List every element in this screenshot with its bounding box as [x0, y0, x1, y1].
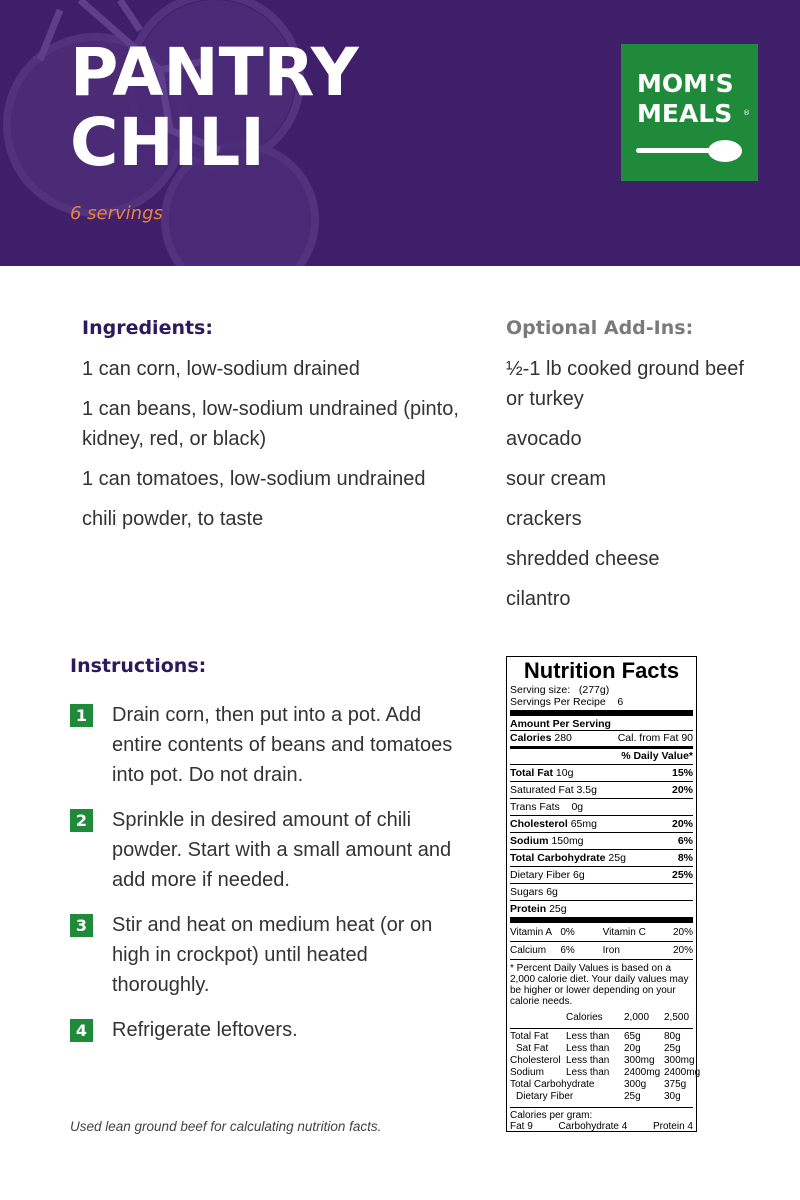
protein-row — [510, 901, 693, 917]
calcium-label: Calcium — [510, 945, 547, 956]
daily-value-footnote: * Percent Daily Values is based on a 2,000 calorie diet. Your daily values may be higher or lower depending on your calorie needs. — [510, 963, 689, 1007]
protein-label: Protein — [510, 903, 547, 915]
dv-table-cell: Less than — [566, 1067, 610, 1078]
step-number-badge: 4 — [70, 1019, 93, 1042]
fiber-value: 6g — [573, 869, 585, 881]
sodium-label: Sodium — [510, 835, 549, 847]
carb-dv: 8% — [677, 852, 693, 864]
ingredient-item: 1 can beans, low-sodium undrained (pinto, kidney, red, or black) — [82, 398, 459, 450]
ingredients-list — [82, 354, 472, 544]
daily-value-header: % Daily Value* — [621, 750, 693, 762]
sodium-dv: 6% — [677, 835, 693, 847]
add-in-item: avocado — [506, 428, 582, 450]
step-text: Stir and heat on medium heat (or on high in crockpot) until heated thoroughly. — [112, 914, 433, 996]
add-in-item: shredded cheese — [506, 548, 660, 570]
dv-table-cell: Total Carbohydrate — [510, 1079, 595, 1090]
dv-table-cell: Dietary Fiber — [516, 1091, 574, 1102]
ingredient-item: chili powder, to taste — [82, 508, 264, 530]
servings-per-recipe-label: Servings Per Recipe — [510, 696, 606, 708]
serving-size-label: Serving size: — [510, 684, 571, 696]
ingredient-item: 1 can tomatoes, low-sodium undrained — [82, 468, 426, 490]
dv-table-cell: 300g — [624, 1079, 647, 1090]
protein-value: 25g — [549, 903, 567, 915]
instruction-step — [70, 700, 470, 790]
calcium-value: 6% — [560, 945, 575, 956]
dv-table-cell: 25g — [664, 1043, 681, 1054]
dv-table-cell: Less than — [566, 1031, 610, 1042]
iron-value: 20% — [672, 945, 693, 956]
add-in-item: sour cream — [506, 468, 607, 490]
divider-thick — [510, 917, 693, 923]
vitamin-row — [510, 925, 693, 942]
step-number-badge: 2 — [70, 809, 93, 832]
optional-add-ins-heading: Optional Add-Ins: — [506, 317, 694, 339]
trans-fat-value: 0g — [571, 801, 584, 813]
dv-table-header-cell: 2,500 — [664, 1012, 690, 1023]
dietary-fiber-row — [510, 867, 693, 884]
amount-per-serving: Amount Per Serving — [510, 718, 611, 730]
moms-meals-logo — [621, 44, 758, 181]
trans-fat-label: Trans Fats — [510, 801, 560, 813]
dv-table-cell: Sat Fat — [516, 1043, 549, 1054]
sugars-row — [510, 884, 693, 901]
sugars-label: Sugars — [510, 886, 544, 898]
page-title — [70, 34, 359, 181]
spoon-icon — [636, 138, 744, 166]
dv-table-header — [510, 1007, 693, 1028]
dv-table-cell: Total Fat — [510, 1031, 549, 1042]
sodium-value: 150mg — [551, 835, 584, 847]
dv-table-cell: 65g — [624, 1031, 641, 1042]
cholesterol-value: 65mg — [570, 818, 597, 830]
logo-text-line-1: MOM'S — [637, 69, 734, 98]
title-line-2: CHILI — [70, 104, 265, 181]
fiber-label: Dietary Fiber — [510, 869, 571, 881]
fiber-dv: 25% — [671, 869, 693, 881]
cholesterol-row — [510, 816, 693, 833]
fat-per-gram: Fat 9 — [510, 1121, 533, 1132]
logo-text-line-2: MEALS — [637, 99, 733, 128]
total-fat-label: Total Fat — [510, 767, 553, 779]
header-banner — [0, 0, 800, 266]
total-fat-row — [510, 764, 693, 782]
footnote-note: Used lean ground beef for calculating nutrition facts. — [70, 1119, 382, 1134]
dv-table-cell: 25g — [624, 1091, 641, 1102]
cal-from-fat-label: Cal. from Fat — [617, 732, 679, 744]
mineral-row — [510, 942, 693, 960]
instructions-list — [70, 700, 470, 1060]
dv-table-cell: 30g — [664, 1091, 681, 1102]
total-fat-dv: 15% — [671, 767, 693, 779]
calories-value: 280 — [554, 732, 572, 744]
dv-table — [510, 1029, 701, 1103]
add-in-item: ½-1 lb cooked ground beef or turkey — [506, 358, 744, 410]
sat-fat-dv: 20% — [671, 784, 693, 796]
registered-mark: ® — [743, 109, 750, 117]
instruction-step — [70, 910, 470, 1000]
step-number-badge: 3 — [70, 914, 93, 937]
cholesterol-dv: 20% — [671, 818, 693, 830]
add-in-item: crackers — [506, 508, 582, 530]
dv-table-cell: Less than — [566, 1043, 610, 1054]
iron-label: Iron — [602, 945, 620, 956]
total-carbohydrate-row — [510, 850, 693, 867]
calories-label: Calories — [510, 732, 552, 744]
vitamin-a-value: 0% — [560, 927, 575, 938]
servings-per-recipe-row — [510, 696, 693, 708]
nutrition-facts-title: Nutrition Facts — [523, 658, 680, 683]
divider-medium — [510, 746, 693, 749]
ingredients-heading: Ingredients: — [82, 317, 213, 339]
carb-per-gram: Carbohydrate 4 — [558, 1121, 628, 1132]
add-in-item: cilantro — [506, 588, 571, 610]
nutrition-facts-label — [506, 656, 701, 1132]
calories-per-gram-row — [510, 1121, 693, 1132]
dv-table-cell: 80g — [664, 1031, 681, 1042]
dv-table-cell: 300mg — [624, 1055, 655, 1066]
ingredient-item: 1 can corn, low-sodium drained — [82, 358, 360, 380]
sat-fat-value: 3.5g — [576, 784, 597, 796]
step-text: Sprinkle in desired amount of chili powder. Start with a small amount and add more if needed. — [112, 809, 452, 891]
step-text: Drain corn, then put into a pot. Add entire contents of beans and tomatoes into pot. Do not drain. — [112, 704, 453, 786]
dv-table-cell: 300mg — [664, 1055, 695, 1066]
dv-table-cell: Less than — [566, 1055, 610, 1066]
sodium-row — [510, 833, 693, 850]
dv-table-cell: 2400mg — [624, 1067, 661, 1078]
trans-fat-row — [510, 799, 693, 816]
step-text: Refrigerate leftovers. — [112, 1019, 298, 1041]
divider-thick — [510, 710, 693, 716]
calories-per-gram-label: Calories per gram: — [510, 1110, 593, 1121]
carb-label: Total Carbohydrate — [510, 852, 606, 864]
dv-table-cell: Cholesterol — [510, 1055, 561, 1066]
instruction-step — [70, 805, 470, 895]
cholesterol-label: Cholesterol — [510, 818, 568, 830]
servings-text: 6 servings — [70, 203, 163, 224]
calories-row — [510, 731, 693, 745]
instructions-heading: Instructions: — [70, 655, 207, 677]
dv-table-cell: 375g — [664, 1079, 687, 1090]
total-fat-value: 10g — [555, 767, 574, 779]
dv-table-cell: Sodium — [510, 1067, 544, 1078]
vitamin-c-label: Vitamin C — [602, 927, 646, 938]
dv-table-header-cell: 2,000 — [624, 1012, 650, 1023]
serving-size-value: (277g) — [578, 684, 610, 696]
dv-table-cell: 20g — [624, 1043, 641, 1054]
sugars-value: 6g — [546, 886, 558, 898]
dv-table-header-cell: Calories — [566, 1012, 603, 1023]
serving-size-row — [510, 684, 693, 696]
dv-table-header-cell — [510, 1012, 566, 1024]
vitamin-a-label: Vitamin A — [510, 927, 553, 938]
instruction-step — [70, 1015, 470, 1045]
step-number-badge: 1 — [70, 704, 93, 727]
cal-from-fat-value: 90 — [681, 732, 693, 744]
optional-add-ins-list — [506, 354, 766, 624]
saturated-fat-row — [510, 782, 693, 799]
carb-value: 25g — [608, 852, 626, 864]
vitamin-c-value: 20% — [672, 927, 693, 938]
title-line-1: PANTRY — [70, 34, 359, 111]
protein-per-gram: Protein 4 — [652, 1121, 693, 1132]
servings-per-recipe-value: 6 — [617, 696, 624, 708]
dv-table-cell: 2400mg — [664, 1067, 701, 1078]
sat-fat-label: Saturated Fat — [510, 784, 574, 796]
